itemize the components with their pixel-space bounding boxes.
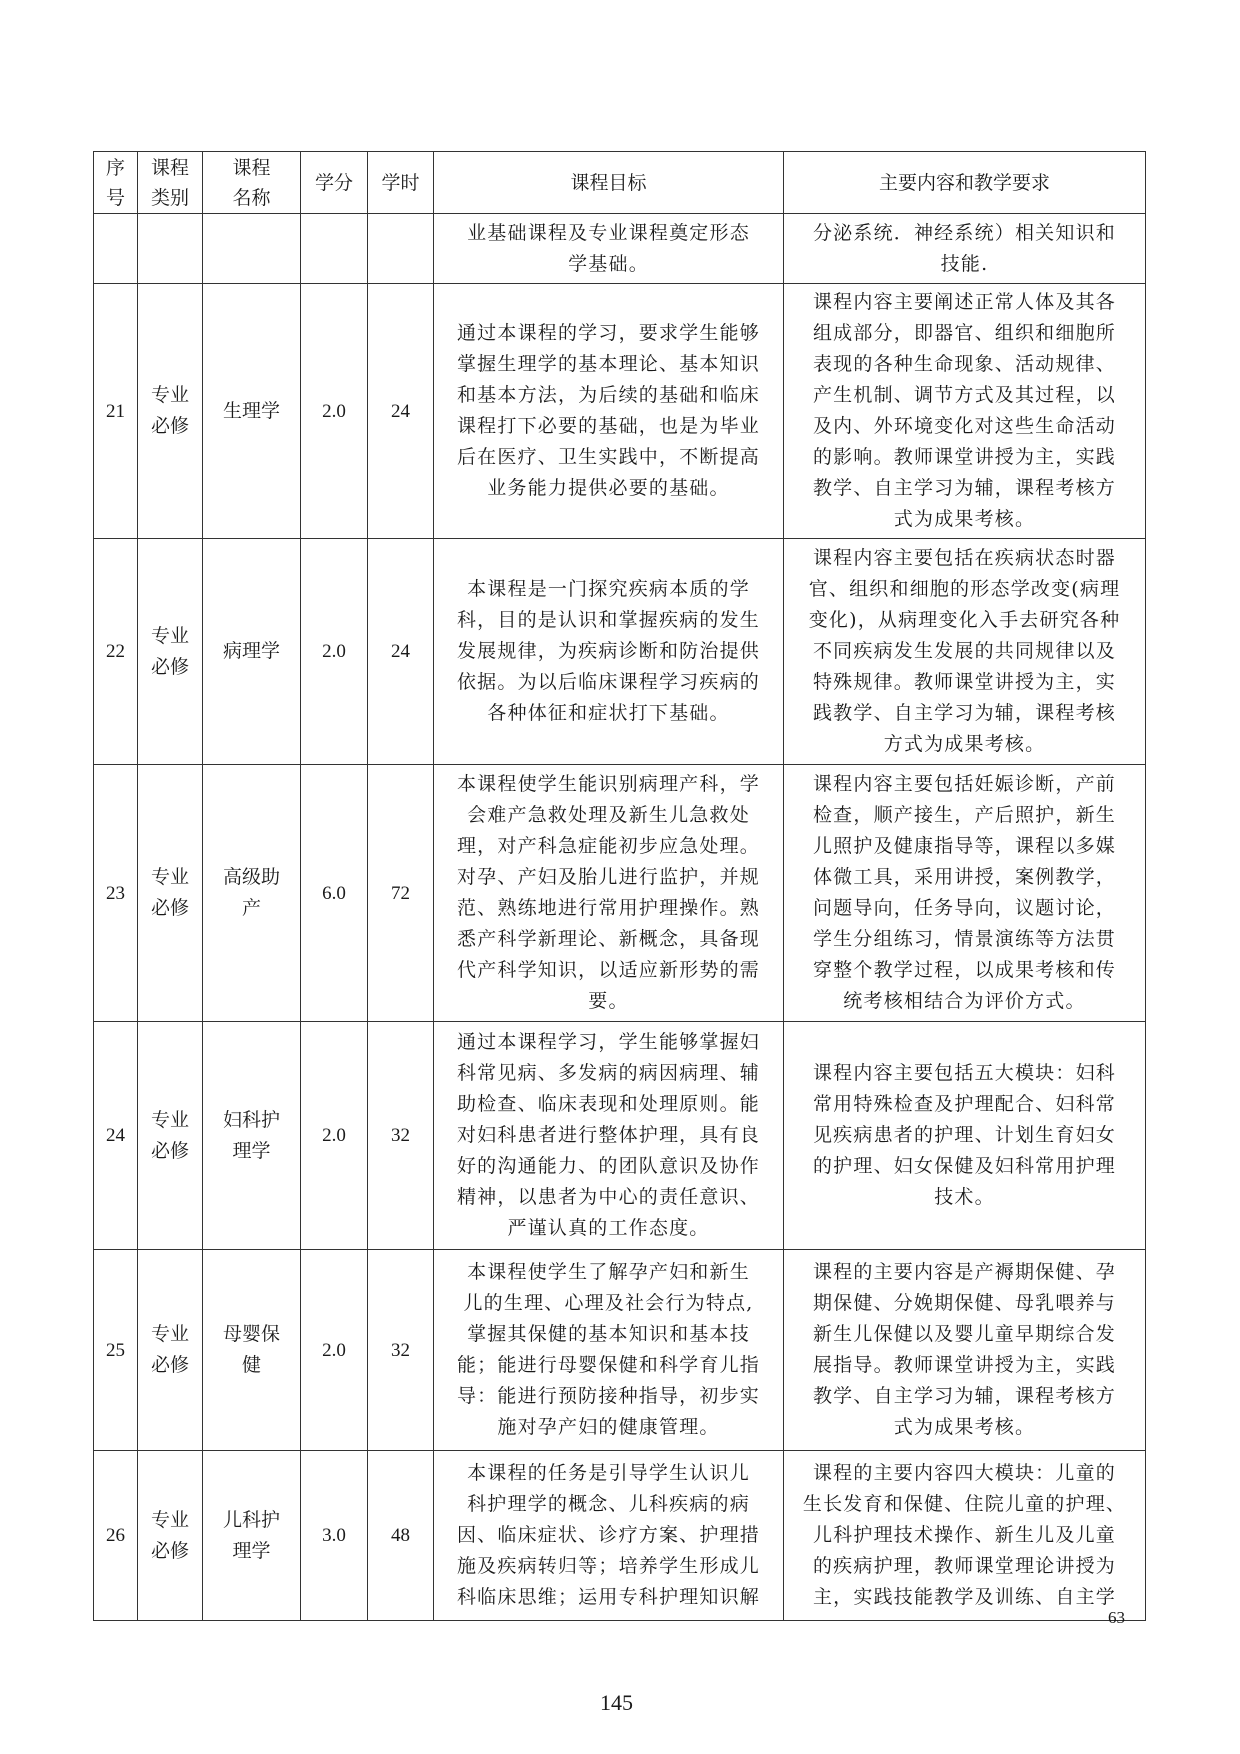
- course-hours: 32: [368, 1022, 434, 1250]
- course-goal: 通过本课程学习，学生能够掌握妇 科常见病、多发病的病因病理、辅 助检查、临床表现和处理原则。能 对妇科患者进行整体护理，具有良 好的沟通能力、的团队意识及协作 精神，以患者为中心的责任意识、 严谨认真的工作态度。: [434, 1022, 784, 1250]
- inner-page-number: 63: [1108, 1608, 1125, 1627]
- header-seq: 序 号: [94, 152, 138, 214]
- empty-cell: [301, 214, 368, 284]
- course-goal: 本课程是一门探究疾病本质的学 科，目的是认识和掌握疾病的发生 发展规律，为疾病诊断和防治提供 依据。为以后临床课程学习疾病的 各种体征和症状打下基础。: [434, 539, 784, 765]
- empty-cell: [203, 214, 301, 284]
- row-number: 22: [94, 539, 138, 765]
- goal-cell: 业基础课程及专业课程奠定形态 学基础。: [434, 214, 784, 284]
- course-name: 妇科护 理学: [203, 1022, 301, 1250]
- course-goal: 通过本课程的学习，要求学生能够 掌握生理学的基本理论、基本知识 和基本方法，为后续的基础和临床 课程打下必要的基础，也是为毕业 后在医疗、卫生实践中，不断提高 业务能力提供必要的基础。: [434, 284, 784, 539]
- course-hours: 72: [368, 765, 434, 1022]
- course-category: 专业 必修: [138, 284, 203, 539]
- course-category: 专业 必修: [138, 539, 203, 765]
- course-content: 课程内容主要包括在疾病状态时器 官、组织和细胞的形态学改变(病理 变化)，从病理变化入手去研究各种 不同疾病发生发展的共同规律以及 特殊规律。教师课堂讲授为主，实 践教学、自主学习为辅，课程考核 方式为成果考核。: [784, 539, 1146, 765]
- header-hours: 学时: [368, 152, 434, 214]
- course-content: 课程的主要内容四大模块：儿童的 生长发育和保健、住院儿童的护理、 儿科护理技术操作、新生儿及儿童 的疾病护理，教师课堂理论讲授为 主，实践技能教学及训练、自主学: [784, 1451, 1146, 1621]
- course-credit: 2.0: [301, 1250, 368, 1451]
- course-name: 母婴保 健: [203, 1250, 301, 1451]
- course-category: 专业 必修: [138, 765, 203, 1022]
- header-name: 课程 名称: [203, 152, 301, 214]
- row-number: 25: [94, 1250, 138, 1451]
- course-name: 儿科护 理学: [203, 1451, 301, 1621]
- course-hours: 32: [368, 1250, 434, 1451]
- table-row: [94, 539, 1146, 765]
- continuation-row: [94, 214, 1146, 284]
- course-content: 课程的主要内容是产褥期保健、孕 期保健、分娩期保健、母乳喂养与 新生儿保健以及婴儿童早期综合发 展指导。教师课堂讲授为主，实践 教学、自主学习为辅，课程考核方 式为成果考核。: [784, 1250, 1146, 1451]
- empty-cell: [94, 214, 138, 284]
- table-row: [94, 765, 1146, 1022]
- row-number: 21: [94, 284, 138, 539]
- course-credit: 2.0: [301, 539, 368, 765]
- course-content: 课程内容主要包括五大模块：妇科 常用特殊检查及护理配合、妇科常 见疾病患者的护理、计划生育妇女 的护理、妇女保健及妇科常用护理 技术。: [784, 1022, 1146, 1250]
- course-goal: 本课程使学生能识别病理产科，学 会难产急救处理及新生儿急救处 理，对产科急症能初步应急处理。 对孕、产妇及胎儿进行监护，并规 范、熟练地进行常用护理操作。熟 悉产科学新理论、新概念，具备现 代产科学知识，以适应新形势的需 要。: [434, 765, 784, 1022]
- course-name: 高级助 产: [203, 765, 301, 1022]
- course-name: 病理学: [203, 539, 301, 765]
- course-hours: 48: [368, 1451, 434, 1621]
- header-content: 主要内容和教学要求: [784, 152, 1146, 214]
- table-row: [94, 284, 1146, 539]
- course-hours: 24: [368, 284, 434, 539]
- table-row: [94, 1022, 1146, 1250]
- table-row: [94, 1250, 1146, 1451]
- header-credit: 学分: [301, 152, 368, 214]
- course-credit: 2.0: [301, 284, 368, 539]
- course-table: [93, 151, 1146, 1621]
- course-category: 专业 必修: [138, 1451, 203, 1621]
- course-hours: 24: [368, 539, 434, 765]
- row-number: 23: [94, 765, 138, 1022]
- course-goal: 本课程使学生了解孕产妇和新生 儿的生理、心理及社会行为特点, 掌握其保健的基本知识和基本技 能；能进行母婴保健和科学育儿指 导：能进行预防接种指导，初步实 施对孕产妇的健康管理。: [434, 1250, 784, 1451]
- course-content: 课程内容主要包括妊娠诊断，产前 检查，顺产接生，产后照护，新生 儿照护及健康指导等，课程以多媒 体微工具，采用讲授，案例教学， 问题导向，任务导向，议题讨论， 学生分组练习，情景演练等方法贯 穿整个教学过程，以成果考核和传 统考核相结合为评价方式。: [784, 765, 1146, 1022]
- course-credit: 3.0: [301, 1451, 368, 1621]
- course-category: 专业 必修: [138, 1250, 203, 1451]
- header-category: 课程 类别: [138, 152, 203, 214]
- table-row: [94, 1451, 1146, 1621]
- content-cell: 分泌系统．神经系统）相关知识和 技能.: [784, 214, 1146, 284]
- page-number: 145: [600, 1690, 633, 1715]
- empty-cell: [368, 214, 434, 284]
- header-goal: 课程目标: [434, 152, 784, 214]
- empty-cell: [138, 214, 203, 284]
- header-row: [94, 152, 1146, 214]
- course-credit: 2.0: [301, 1022, 368, 1250]
- course-category: 专业 必修: [138, 1022, 203, 1250]
- course-name: 生理学: [203, 284, 301, 539]
- row-number: 26: [94, 1451, 138, 1621]
- course-content: 课程内容主要阐述正常人体及其各 组成部分，即器官、组织和细胞所 表现的各种生命现象、活动规律、 产生机制、调节方式及其过程，以 及内、外环境变化对这些生命活动 的影响。教师课堂讲授为主，实践 教学、自主学习为辅，课程考核方 式为成果考核。: [784, 284, 1146, 539]
- course-goal: 本课程的任务是引导学生认识儿 科护理学的概念、儿科疾病的病 因、临床症状、诊疗方案、护理措 施及疾病转归等；培养学生形成儿 科临床思维；运用专科护理知识解: [434, 1451, 784, 1621]
- course-credit: 6.0: [301, 765, 368, 1022]
- row-number: 24: [94, 1022, 138, 1250]
